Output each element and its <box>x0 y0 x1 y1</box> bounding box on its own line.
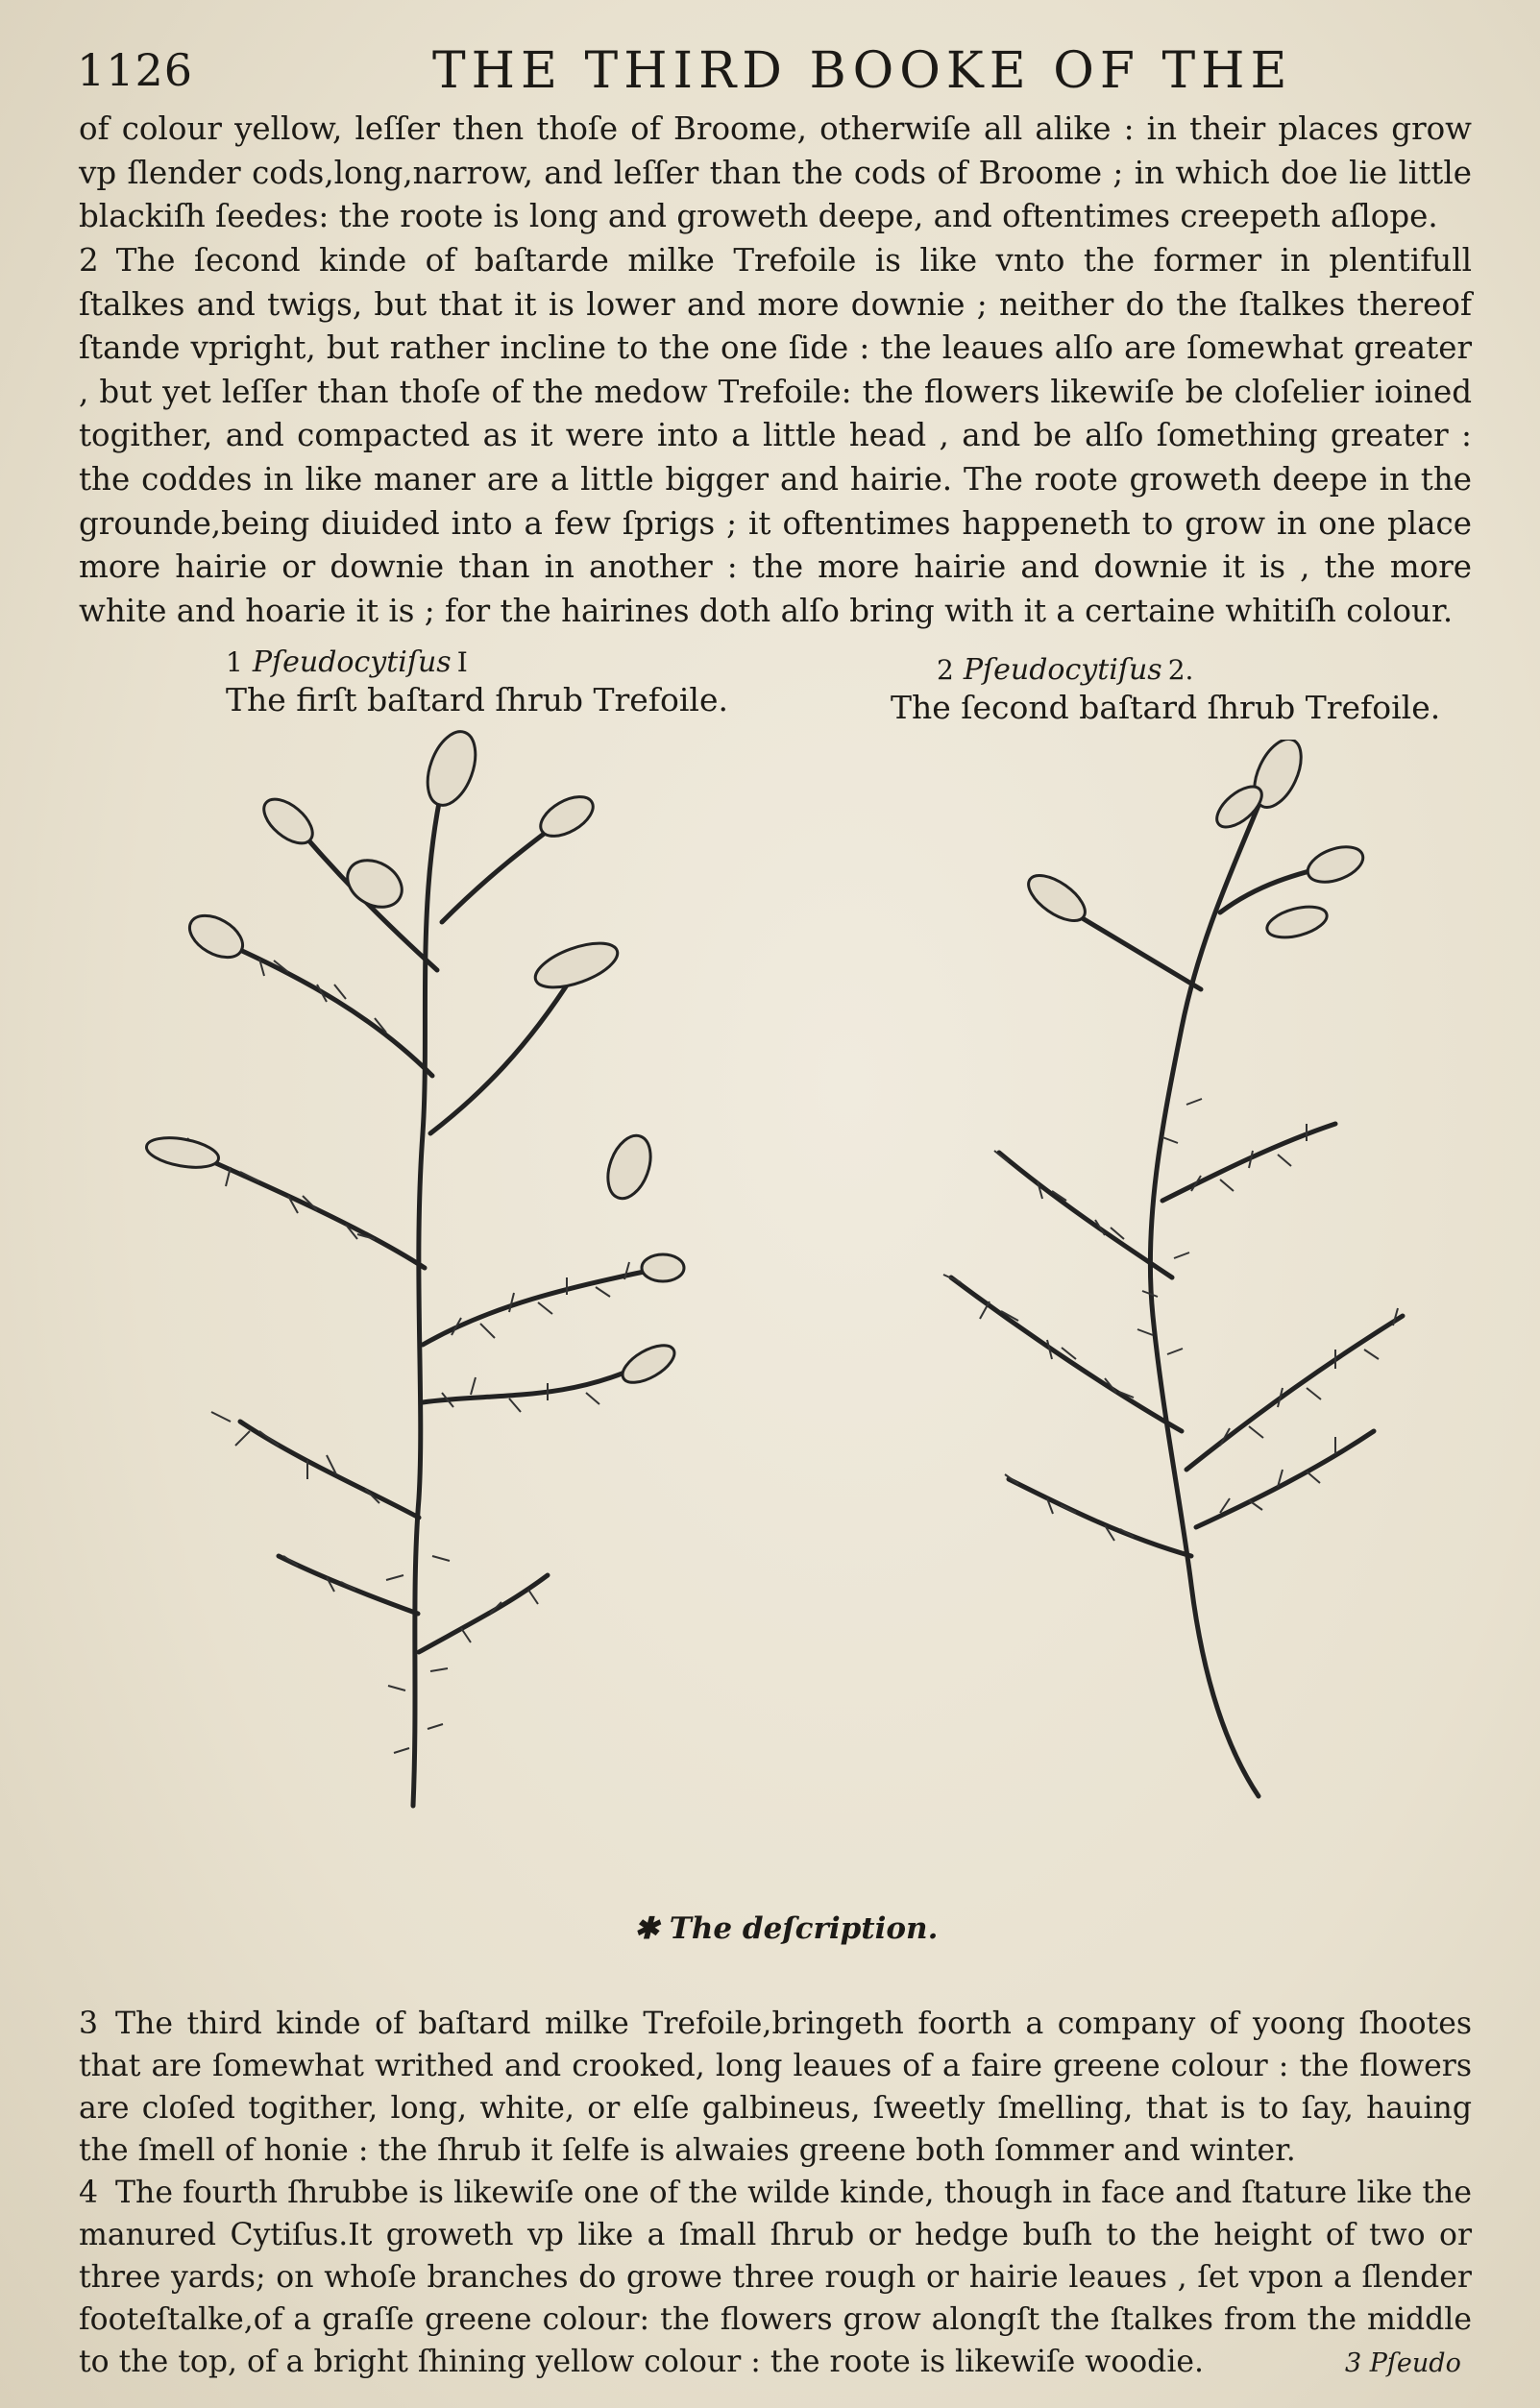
figure-title: The firſt baſtard ſhrub Trefoile. <box>226 681 729 718</box>
book-title: THE THIRD BOOKE OF THE <box>432 42 1293 100</box>
figure-latin-name: Pſeudocytiſus <box>252 645 452 679</box>
figure-2-caption <box>891 653 1441 726</box>
figure-number: 2 <box>937 654 954 686</box>
paragraph-text: The fourth ſhrubbe is likewiſe one of the wilde kinde, though in face and ſtature like the manured Cytiſus.It groweth vp like a ſmall ſhrub or hedge buſh to the height of two or three yards; on whoſe branches do growe three rough or hairie leaues , ſet vpon a ſlender footeſtalke,of a graſſe greene colour: the flowers grow alongſt the ſtalkes from the middle to the top, of a bright ſhining yellow colour : the roote is likewiſe woodie. <box>79 2176 1472 2379</box>
description-heading: ✱ The deſcription. <box>634 1911 939 1946</box>
figure-latin-name: Pſeudocytiſus <box>963 653 1162 687</box>
paragraph-3 <box>79 2003 1472 2172</box>
paragraph-text: The ſecond kinde of baſtarde milke Trefoile is like vnto the former in plentifull ſtalkes and twigs, but that it is lower and more downie ; neither do the ſtalkes thereof ſtande vpright, but rather incline to the one ſide : the leaues alſo are ſomewhat greater , but yet leſſer than thoſe of the medow Trefoile: the flowers likewiſe be cloſelier ioined togither, and compacted as it were into a little head , and be alſo ſomething greater : the coddes in like maner are a little bigger and hairie. The roote groweth deepe in the grounde,being diuided into a few ſprigs ; it oftentimes happeneth to grow in one place more hairie or downie than in another : the more hairie and downie it is , the more white and hoarie it is ; for the hairines doth alſo bring with it a certaine whitiſh colour. <box>79 242 1472 629</box>
catchword: 3 Pſeudo <box>1345 2348 1461 2378</box>
woodcut-shrub-2 <box>836 740 1451 1815</box>
paragraph-number: 4 <box>79 2176 99 2210</box>
paragraph-number: 2 <box>79 242 99 279</box>
page-number: 1126 <box>77 44 194 96</box>
paragraph-4 <box>79 2172 1472 2383</box>
woodcut-shrub-1 <box>125 730 740 1825</box>
paragraph-text: of colour yellow, leſſer then thoſe of Broome, otherwiſe all alike : in their places grow vp ſlender cods,long,narrow, and leſſer than the cods of Broome ; in which doe lie little blackiſh ſeedes: the roote is long and groweth deepe, and oftentimes creepeth aſlope. <box>79 110 1472 235</box>
figure-latin-number: 2. <box>1167 654 1194 686</box>
figure-latin-number: I <box>456 646 468 678</box>
paragraph-1-continuation <box>79 108 1472 239</box>
figure-title: The ſecond baſtard ſhrub Trefoile. <box>891 689 1441 726</box>
running-head <box>77 38 1460 106</box>
figure-number: 1 <box>226 646 243 678</box>
paragraph-number: 3 <box>79 2007 99 2041</box>
paragraph-text: The third kinde of baſtard milke Trefoile,bringeth foorth a company of yoong ſhootes that are ſomewhat writhed and crooked, long leaues of a faire greene colour : the flowers are cloſed togither, long, white, or elſe galbineus, ſweetly ſmelling, that is to ſay, hauing the ſmell of honie : the ſhrub it ſelfe is alwaies greene both ſommer and winter. <box>79 2007 1472 2168</box>
figure-1-caption <box>226 645 728 718</box>
paragraph-2 <box>79 239 1472 633</box>
